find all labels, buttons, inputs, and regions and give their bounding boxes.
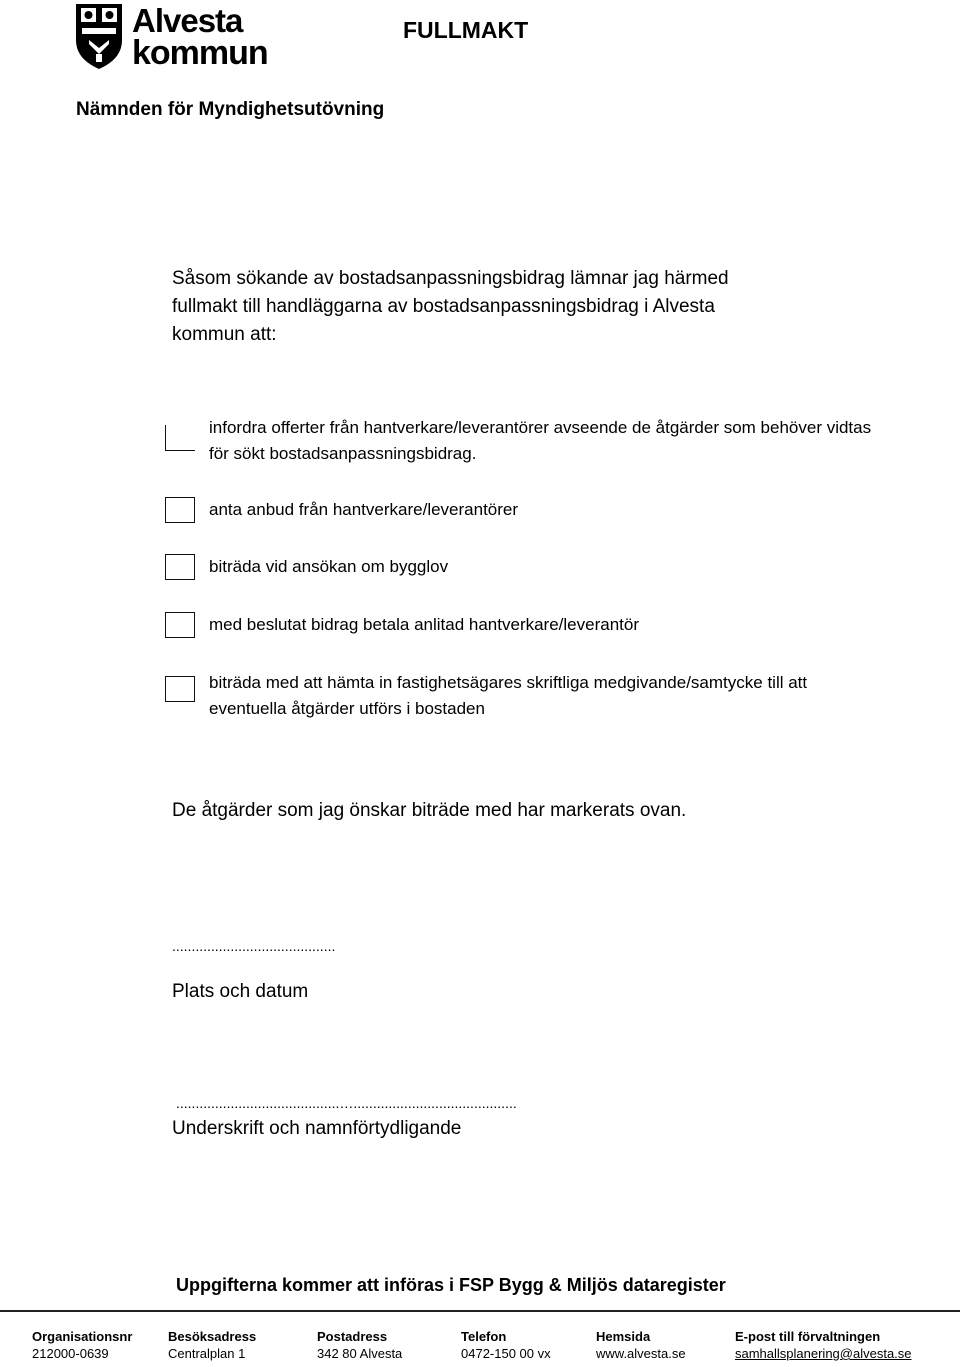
option-label: anta anbud från hantverkare/leverantörer — [209, 500, 519, 519]
logo-text-kommun: kommun — [132, 34, 268, 72]
place-date-label: Plats och datum — [172, 981, 309, 1002]
footer-heading: Postadress — [317, 1329, 388, 1344]
logo-text-alvesta: Alvesta — [132, 2, 243, 39]
footer-heading: E-post till förvaltningen — [735, 1329, 881, 1344]
option-label: infordra offerter från hantverkare/leverantörer avseende de åtgärder som behöver vidtas för sökt bostadsanpassningsbidrag. — [209, 418, 872, 463]
signature-line[interactable]: ..........................................….......................................... — [176, 1095, 517, 1111]
option-label: biträda vid ansökan om bygglov — [209, 557, 449, 576]
coat-of-arms-icon — [74, 2, 124, 70]
footer-divider — [0, 1310, 960, 1312]
footer-phone — [461, 1328, 551, 1362]
footer-website — [596, 1328, 686, 1362]
footer-website-link[interactable]: www.alvesta.se — [596, 1346, 686, 1361]
option-checkbox[interactable] — [165, 554, 195, 580]
municipality-logo — [74, 2, 274, 70]
intro-paragraph: Såsom sökande av bostadsanpassningsbidrag lämnar jag härmed fullmakt till handläggarna av bostadsanpassningsbidrag i Alvesta kommun att: — [172, 268, 729, 345]
footer-heading: Hemsida — [596, 1329, 651, 1344]
option-label: biträda med att hämta in fastighetsägares skriftliga medgivande/samtycke till att eventuella åtgärder utförs i bostaden — [209, 673, 808, 718]
footer-value: 0472-150 00 vx — [461, 1346, 551, 1361]
option-checkbox[interactable] — [165, 425, 195, 451]
footer-email-link[interactable]: samhallsplanering@alvesta.se — [735, 1346, 912, 1361]
option-checkbox[interactable] — [165, 612, 195, 638]
marked-note: De åtgärder som jag önskar biträde med har markerats ovan. — [172, 800, 687, 821]
option-checkbox[interactable] — [165, 676, 195, 702]
place-date-line[interactable]: .......................................... — [172, 938, 336, 954]
option-checkbox[interactable] — [165, 497, 195, 523]
footer-value: 342 80 Alvesta — [317, 1346, 403, 1361]
footer-heading: Telefon — [461, 1329, 507, 1344]
footer-value: 212000-0639 — [32, 1346, 109, 1361]
footer-postal-address — [317, 1328, 402, 1362]
footer-value: Centralplan 1 — [168, 1346, 246, 1361]
footer-visit-address — [168, 1328, 256, 1362]
signature-label: Underskrift och namnförtydligande — [172, 1118, 462, 1139]
footer-heading: Besöksadress — [168, 1329, 257, 1344]
footer-heading: Organisationsnr — [32, 1329, 133, 1344]
footer-email — [735, 1328, 912, 1362]
register-note: Uppgifterna kommer att införas i FSP Bygg & Miljös dataregister — [176, 1275, 726, 1295]
option-label: med beslutat bidrag betala anlitad hantverkare/leverantör — [209, 615, 639, 634]
board-name: Nämnden för Myndighetsutövning — [76, 99, 385, 120]
document-title: FULLMAKT — [403, 17, 529, 43]
footer-org-number — [32, 1328, 132, 1362]
